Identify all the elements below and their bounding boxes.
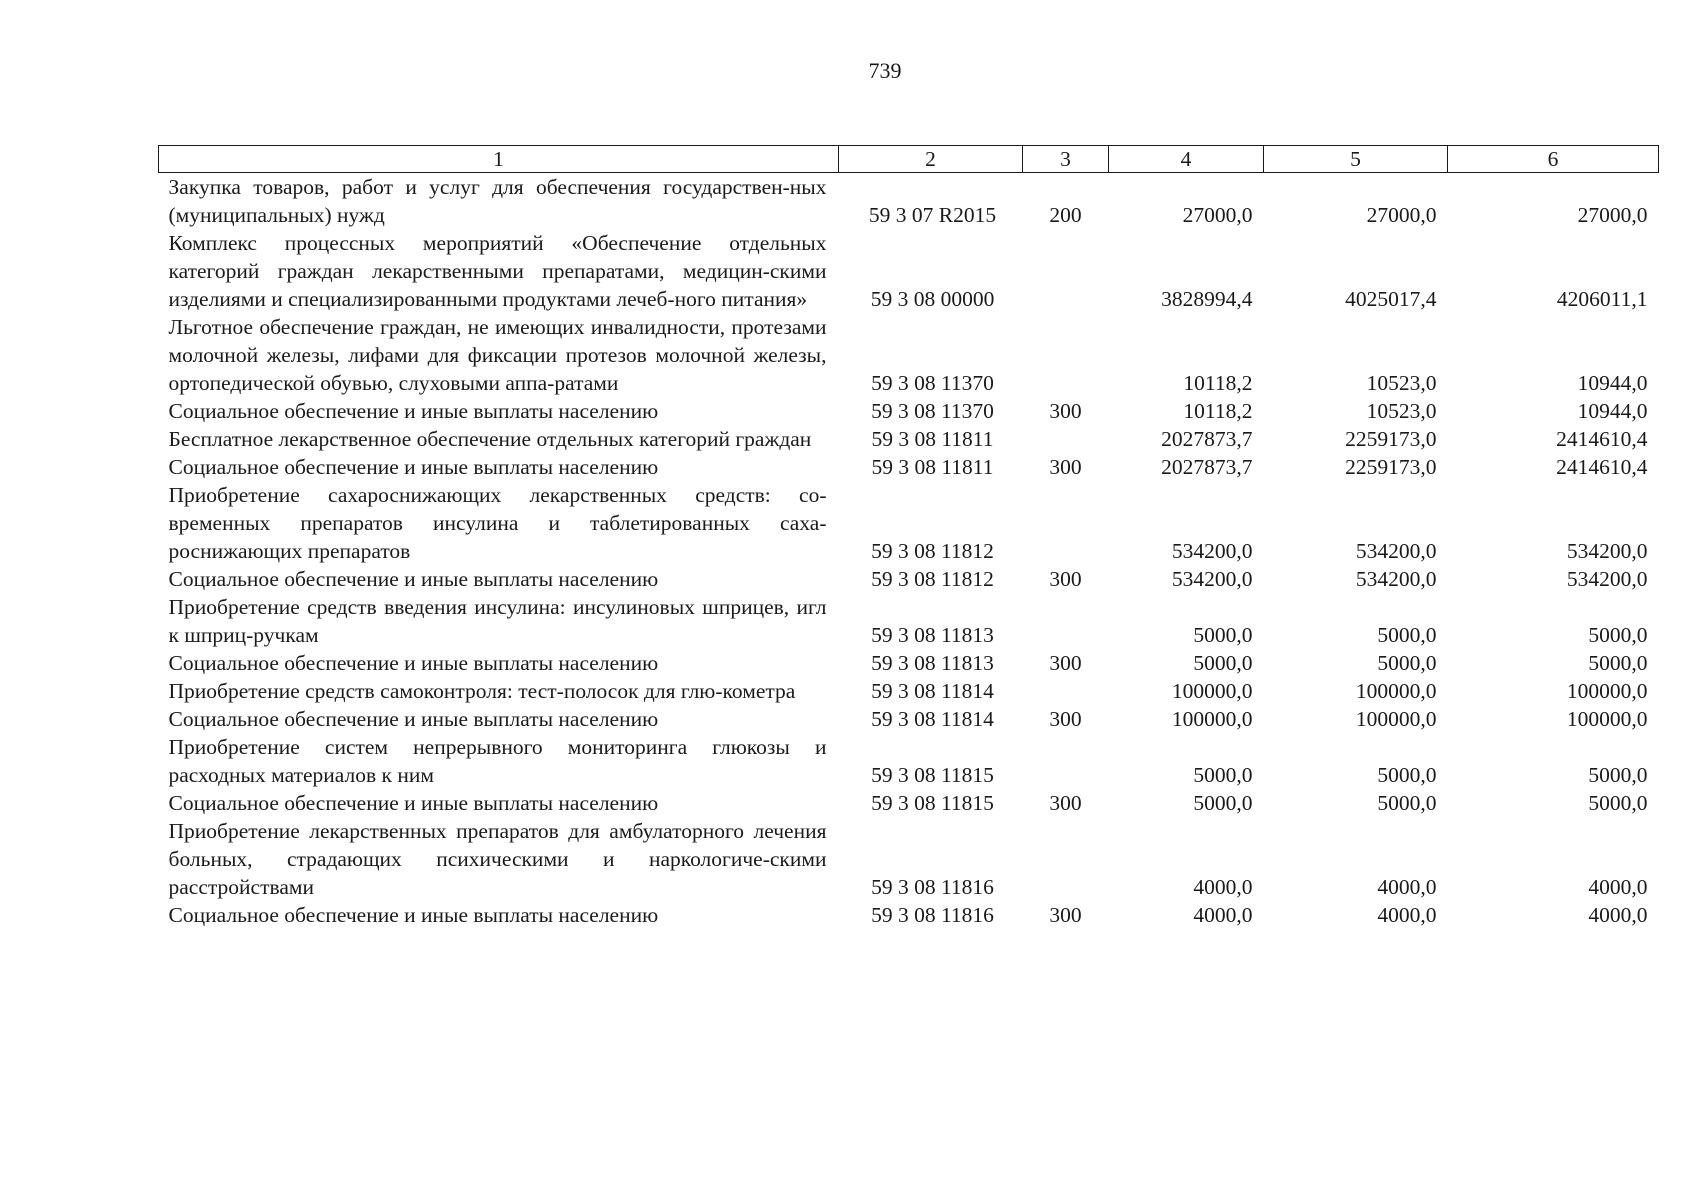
- row-code: 59 3 08 11816: [871, 875, 994, 899]
- row-code: 59 3 08 11370: [871, 371, 994, 395]
- column-header: 6: [1448, 146, 1659, 173]
- table-row: [159, 453, 1659, 481]
- row-code: 59 3 08 11811: [871, 455, 994, 479]
- row-name: Комплекс процессных мероприятий «Обеспечение отдельных категорий граждан лекарственными препаратами, медицин-скими изделиями и специализированными продуктами лечеб-ного питания»: [168, 231, 827, 311]
- row-value-col4: 4000,0: [1193, 903, 1253, 927]
- row-value-col4: 5000,0: [1193, 763, 1253, 787]
- row-expense-type: [1023, 481, 1109, 565]
- column-header: 3: [1023, 146, 1109, 173]
- table-row: [159, 789, 1659, 817]
- row-value-col4: 5000,0: [1193, 623, 1253, 647]
- row-value-col6: 10944,0: [1577, 371, 1648, 395]
- row-value-col4: 27000,0: [1182, 203, 1253, 227]
- table-row: [159, 173, 1659, 230]
- row-value-col4: 534200,0: [1171, 539, 1253, 563]
- row-value-col5: 100000,0: [1355, 679, 1437, 703]
- row-value-col6: 534200,0: [1566, 567, 1648, 591]
- row-expense-type: 300: [1049, 567, 1082, 591]
- row-code: 59 3 08 00000: [870, 287, 995, 311]
- row-value-col5: 5000,0: [1377, 791, 1437, 815]
- page-number: 739: [868, 58, 902, 83]
- row-code: 59 3 08 11814: [871, 707, 994, 731]
- row-value-col6: 5000,0: [1588, 763, 1648, 787]
- row-code: 59 3 08 11812: [871, 539, 994, 563]
- row-value-col4: 100000,0: [1171, 707, 1253, 731]
- row-value-col5: 10523,0: [1366, 371, 1437, 395]
- row-value-col4: 100000,0: [1171, 679, 1253, 703]
- table-row: [159, 565, 1659, 593]
- row-value-col5: 4000,0: [1377, 875, 1437, 899]
- row-name: Приобретение средств введения инсулина: инсулиновых шприцев, игл к шприц-ручкам: [168, 595, 827, 647]
- row-value-col6: 10944,0: [1577, 399, 1648, 423]
- row-value-col5: 10523,0: [1366, 399, 1437, 423]
- table-row: [159, 677, 1659, 705]
- table-row: [159, 733, 1659, 789]
- row-name: Приобретение лекарственных препаратов для амбулаторного лечения больных, страдающих психическими и наркологиче-скими расстройствами: [168, 819, 827, 899]
- row-value-col6: 5000,0: [1588, 651, 1648, 675]
- row-code: 59 3 08 11813: [871, 623, 994, 647]
- row-expense-type: [1023, 817, 1109, 901]
- row-value-col6: 2414610,4: [1556, 455, 1648, 479]
- row-code: 59 3 08 11814: [871, 679, 994, 703]
- row-value-col6: 4000,0: [1588, 903, 1648, 927]
- row-code: 59 3 08 11813: [871, 651, 994, 675]
- row-expense-type: 300: [1049, 651, 1082, 675]
- row-code: 59 3 08 11815: [871, 763, 994, 787]
- column-header: 1: [159, 146, 839, 173]
- row-expense-type: [1023, 733, 1109, 789]
- row-value-col4: 4000,0: [1193, 875, 1253, 899]
- row-expense-type: [1023, 593, 1109, 649]
- row-value-col5: 534200,0: [1355, 539, 1437, 563]
- row-value-col4: 2027873,7: [1161, 427, 1253, 451]
- row-value-col5: 100000,0: [1355, 707, 1437, 731]
- table-row: [159, 817, 1659, 901]
- row-value-col4: 2027873,7: [1161, 455, 1253, 479]
- table-row: [159, 229, 1659, 313]
- row-name: Приобретение систем непрерывного мониторинга глюкозы и расходных материалов к ним: [168, 735, 827, 787]
- row-value-col5: 4000,0: [1377, 903, 1437, 927]
- row-code: 59 3 08 11811: [871, 427, 994, 451]
- row-expense-type: [1023, 677, 1109, 705]
- row-value-col6: 5000,0: [1588, 791, 1648, 815]
- row-value-col5: 5000,0: [1377, 651, 1437, 675]
- row-value-col4: 5000,0: [1193, 651, 1253, 675]
- header-row: [159, 146, 1659, 173]
- row-value-col5: 4025017,4: [1345, 287, 1437, 311]
- table-row: [159, 649, 1659, 677]
- row-value-col6: 100000,0: [1566, 679, 1648, 703]
- row-expense-type: [1023, 313, 1109, 397]
- row-expense-type: 300: [1049, 707, 1082, 731]
- row-code: 59 3 08 11370: [871, 399, 994, 423]
- row-value-col5: 534200,0: [1355, 567, 1437, 591]
- row-value-col4: 10118,2: [1183, 371, 1253, 395]
- row-value-col4: 3828994,4: [1161, 287, 1253, 311]
- row-value-col5: 5000,0: [1377, 763, 1437, 787]
- row-expense-type: 300: [1049, 399, 1082, 423]
- row-expense-type: 300: [1049, 455, 1082, 479]
- row-code: 59 3 07 R2015: [868, 203, 997, 227]
- row-name: Приобретение средств самоконтроля: тест-полосок для глю-кометра: [168, 679, 796, 703]
- table-row: [159, 901, 1659, 929]
- row-expense-type: 200: [1049, 203, 1082, 227]
- row-value-col6: 27000,0: [1577, 203, 1648, 227]
- row-value-col6: 5000,0: [1588, 623, 1648, 647]
- table-row: [159, 425, 1659, 453]
- table-row: [159, 397, 1659, 425]
- row-value-col6: 100000,0: [1566, 707, 1648, 731]
- table-row: [159, 593, 1659, 649]
- row-value-col6: 4000,0: [1588, 875, 1648, 899]
- row-expense-type: [1023, 229, 1109, 313]
- row-name: Социальное обеспечение и иные выплаты населению: [168, 707, 659, 731]
- row-value-col4: 5000,0: [1193, 791, 1253, 815]
- row-expense-type: 300: [1049, 791, 1082, 815]
- row-code: 59 3 08 11815: [871, 791, 994, 815]
- row-value-col5: 2259173,0: [1345, 427, 1437, 451]
- row-code: 59 3 08 11812: [871, 567, 994, 591]
- row-name: Социальное обеспечение и иные выплаты населению: [168, 651, 659, 675]
- row-expense-type: [1023, 425, 1109, 453]
- row-code: 59 3 08 11816: [871, 903, 994, 927]
- row-value-col6: 534200,0: [1566, 539, 1648, 563]
- row-value-col5: 2259173,0: [1345, 455, 1437, 479]
- row-name: Социальное обеспечение и иные выплаты населению: [168, 567, 659, 591]
- row-value-col4: 10118,2: [1183, 399, 1253, 423]
- row-name: Социальное обеспечение и иные выплаты населению: [168, 455, 659, 479]
- column-header: 4: [1109, 146, 1264, 173]
- row-value-col6: 4206011,1: [1556, 287, 1648, 311]
- column-header: 2: [839, 146, 1023, 173]
- row-value-col4: 534200,0: [1171, 567, 1253, 591]
- row-name: Приобретение сахароснижающих лекарственных средств: со-временных препаратов инсулина и таблетированных саха-роснижающих препаратов: [168, 483, 827, 563]
- table-body: [159, 173, 1659, 930]
- row-name: Социальное обеспечение и иные выплаты населению: [168, 903, 659, 927]
- row-name: Социальное обеспечение и иные выплаты населению: [168, 399, 659, 423]
- table-row: [159, 705, 1659, 733]
- table-row: [159, 313, 1659, 397]
- row-expense-type: 300: [1049, 903, 1082, 927]
- row-value-col6: 2414610,4: [1556, 427, 1648, 451]
- row-value-col5: 27000,0: [1366, 203, 1437, 227]
- row-name: Льготное обеспечение граждан, не имеющих инвалидности, протезами молочной железы, лифами для фиксации протезов молочной железы, ортопедической обувью, слуховыми аппа-ратами: [168, 315, 827, 395]
- row-name: Закупка товаров, работ и услуг для обеспечения государствен-ных (муниципальных) нужд: [168, 175, 827, 227]
- budget-table: [158, 145, 1659, 929]
- row-name: Социальное обеспечение и иные выплаты населению: [168, 791, 659, 815]
- row-value-col5: 5000,0: [1377, 623, 1437, 647]
- table-row: [159, 481, 1659, 565]
- table-header: [159, 146, 1659, 173]
- row-name: Бесплатное лекарственное обеспечение отдельных категорий граждан: [168, 427, 812, 451]
- column-header: 5: [1264, 146, 1448, 173]
